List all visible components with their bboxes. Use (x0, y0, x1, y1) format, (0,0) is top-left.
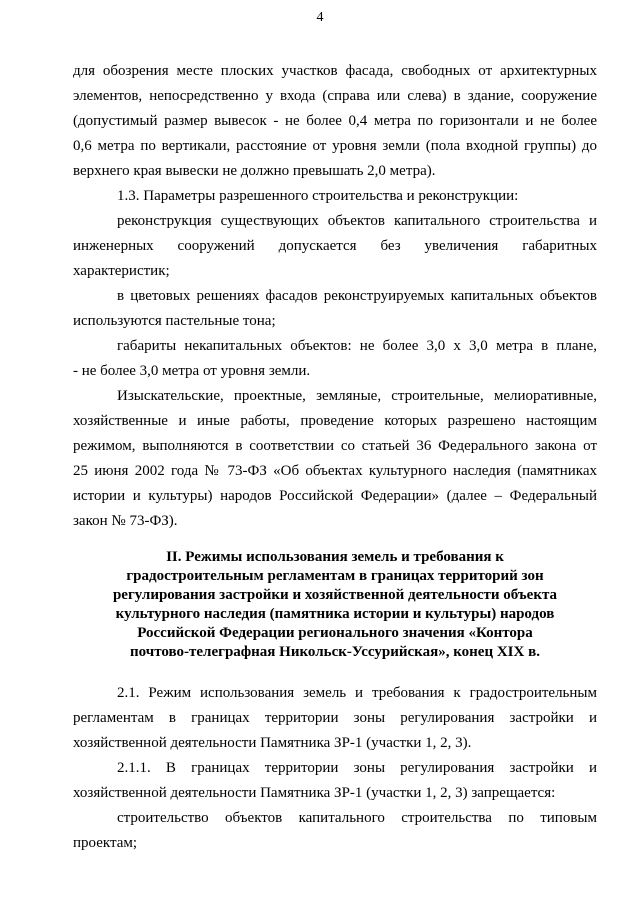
section-heading-line: Российской Федерации регионального значения «Контора (137, 625, 533, 641)
body-line: для обозрения месте плоских участков фасада, свободных от архитектурных (73, 63, 597, 79)
body-line: верхнего края вывески не должно превышать 2,0 метра). (73, 163, 436, 179)
body-line: регламентам в границах территории зоны регулирования застройки и (73, 710, 597, 726)
body-line: хозяйственные и иные работы, проведение которых разрешено настоящим (73, 413, 597, 429)
section-heading-line: II. Режимы использования земель и требования к (166, 549, 504, 565)
section-heading-line: градостроительным регламентам в границах территорий зон (126, 568, 544, 584)
body-line: хозяйственной деятельности Памятника ЗР-1 (участки 1, 2, 3) запрещается: (73, 785, 556, 801)
body-line: проектам; (73, 835, 138, 851)
body-line: 2.1.1. В границах территории зоны регулирования застройки и (117, 760, 597, 776)
body-line: - не более 3,0 метра от уровня земли. (73, 363, 311, 379)
section-heading-line: регулирования застройки и хозяйственной деятельности объекта (112, 587, 558, 603)
body-line: элементов, непосредственно у входа (справа или слева) в здание, сооружение (73, 88, 597, 104)
body-line: 2.1. Режим использования земель и требования к градостроительным (117, 685, 597, 701)
body-line: габариты некапитальных объектов: не более 3,0 х 3,0 метра в плане, (117, 338, 597, 354)
body-line: Изыскательские, проектные, земляные, строительные, мелиоративные, (117, 388, 597, 404)
body-line: хозяйственной деятельности Памятника ЗР-1 (участки 1, 2, 3). (73, 735, 472, 751)
body-line: истории и культуры) народов Российской Федерации» (далее – Федеральный (73, 488, 597, 504)
body-line: характеристик; (73, 263, 170, 279)
body-line: 0,6 метра по вертикали, расстояние от уровня земли (пола входной группы) до (73, 138, 597, 154)
body-line: реконструкция существующих объектов капитального строительства и (117, 213, 597, 229)
body-line: (допустимый размер вывесок - не более 0,4 метра по горизонтали и не более (73, 113, 597, 129)
body-line: в цветовых решениях фасадов реконструируемых капитальных объектов (117, 288, 597, 304)
body-line: строительство объектов капитального строительства по типовым (117, 810, 597, 826)
body-line: режимом, выполняются в соответствии со статьей 36 Федерального закона от (73, 438, 597, 454)
body-line: 25 июня 2002 года № 73-ФЗ «Об объектах культурного наследия (памятниках (73, 463, 597, 479)
body-line: инженерных сооружений допускается без увеличения габаритных (73, 238, 597, 254)
body-line: используются пастельные тона; (73, 313, 276, 329)
section-heading-line: почтово-телеграфная Никольск-Уссурийская», конец XIX в. (130, 644, 540, 660)
section-heading-line: культурного наследия (памятника истории и культуры) народов (115, 606, 555, 622)
body-line: закон № 73-ФЗ). (73, 513, 178, 529)
body-line: 1.3. Параметры разрешенного строительства и реконструкции: (117, 188, 519, 204)
page-number: 4 (316, 10, 324, 25)
